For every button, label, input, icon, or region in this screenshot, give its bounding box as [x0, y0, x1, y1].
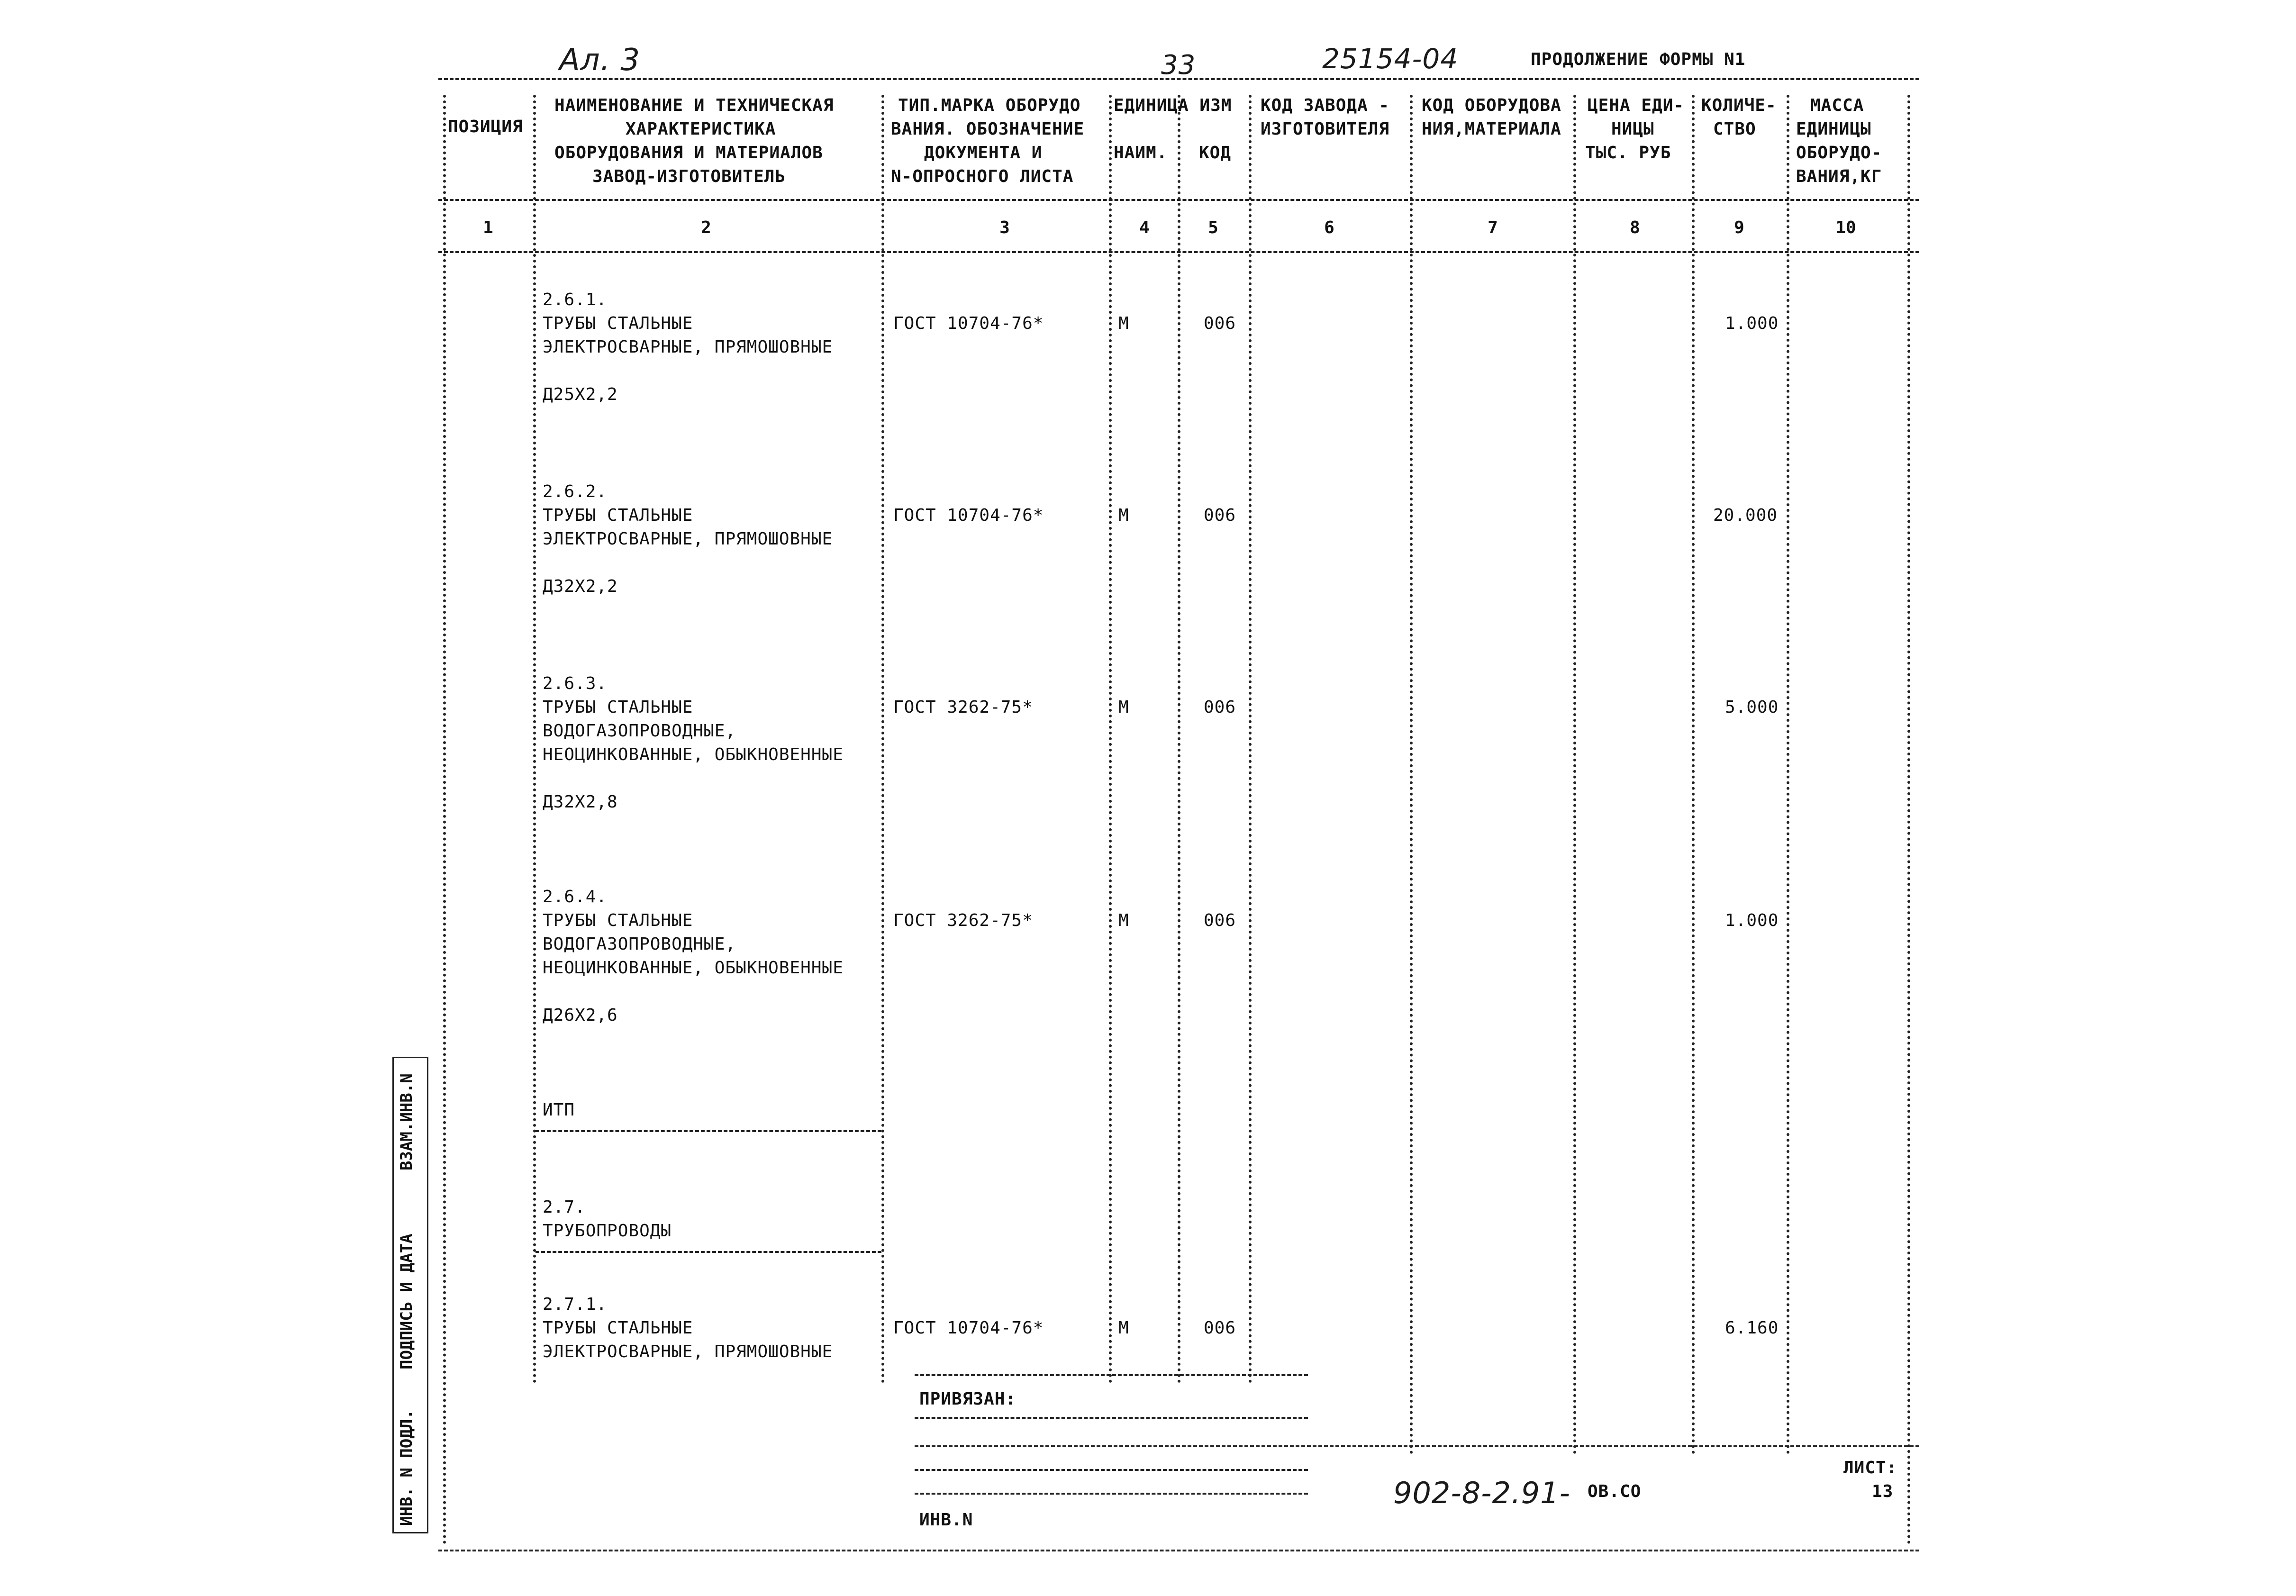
stamp-rule-4 [915, 1469, 1308, 1471]
hdr-col9-l2: СТВО [1713, 119, 1756, 139]
col-sep-7 [1573, 95, 1576, 1455]
row-2-6-2-name-2: ЭЛЕКТРОСВАРНЫЕ, ПРЯМОШОВНЫЕ [543, 529, 833, 549]
row-2-6-4-doc: ГОСТ 3262-75* [893, 911, 1033, 930]
row-2-6-3-doc: ГОСТ 3262-75* [893, 698, 1033, 717]
col-sep-2 [881, 95, 884, 1384]
row-2-6-4-code: 006 [1204, 911, 1236, 930]
row-2-6-2-size: Д32Х2,2 [543, 577, 618, 596]
col-sep-1 [533, 95, 536, 1384]
row-2-7-1-pos: 2.7.1. [543, 1295, 608, 1314]
section-itp: ИТП [543, 1100, 575, 1120]
form-title: ПРОДОЛЖЕНИЕ ФОРМЫ N1 [1531, 50, 1746, 69]
row-2-7-1-name-1: ТРУБЫ СТАЛЬНЫЕ [543, 1318, 693, 1338]
stamp-rule-3 [915, 1445, 1919, 1447]
col-number-1: 1 [483, 218, 493, 237]
stamp-sheet-label: ЛИСТ: [1843, 1458, 1897, 1478]
col-number-7: 7 [1488, 218, 1498, 237]
hdr-col3-l2: ВАНИЯ. ОБОЗНАЧЕНИЕ [891, 119, 1085, 139]
row-2-6-3-name-2: ВОДОГАЗОПРОВОДНЫЕ, [543, 721, 736, 741]
row-2-6-1-name-1: ТРУБЫ СТАЛЬНЫЕ [543, 314, 693, 333]
row-2-6-1-code: 006 [1204, 314, 1236, 333]
row-2-6-1-pos: 2.6.1. [543, 290, 608, 309]
row-2-6-2-qty: 20.000 [1713, 506, 1778, 525]
section-2-7-name: ТРУБОПРОВОДЫ [543, 1221, 672, 1241]
hdr-col45-l1: ЕДИНИЦА ИЗМ [1114, 96, 1232, 115]
hdr-col9-l1: КОЛИЧЕ- [1701, 96, 1777, 115]
col-number-3: 3 [999, 218, 1010, 237]
stamp-suffix: ОВ.СО [1588, 1482, 1642, 1501]
hdr-col10-l1: МАССА [1810, 96, 1864, 115]
row-2-6-3-name-3: НЕОЦИНКОВАННЫЕ, ОБЫКНОВЕННЫЕ [543, 745, 844, 764]
row-2-6-4-qty: 1.000 [1725, 911, 1779, 930]
col-number-5: 5 [1208, 218, 1218, 237]
col-sep-5 [1249, 95, 1252, 1384]
row-2-6-1-doc: ГОСТ 10704-76* [893, 314, 1044, 333]
row-2-7-1-code: 006 [1204, 1318, 1236, 1338]
side-podpis-data: ПОДПИСЬ И ДАТА [397, 1233, 416, 1369]
stamp-privyazan: ПРИВЯЗАН: [919, 1389, 1016, 1409]
hdr-col3-l3: ДОКУМЕНТА И [924, 143, 1043, 163]
col-number-10: 10 [1835, 218, 1856, 237]
row-2-6-2-name-1: ТРУБЫ СТАЛЬНЫЕ [543, 506, 693, 525]
hdr-col1: ПОЗИЦИЯ [448, 117, 523, 136]
section-2-7-pos: 2.7. [543, 1197, 586, 1217]
row-2-6-3-unit: М [1118, 698, 1129, 717]
col-sep-4 [1178, 95, 1180, 1384]
stamp-rule-2 [915, 1417, 1308, 1419]
row-2-7-1-qty: 6.160 [1725, 1318, 1779, 1338]
hdr-col3-l1: ТИП.МАРКА ОБОРУДО [898, 96, 1081, 115]
stamp-inv: ИНВ.N [919, 1510, 973, 1530]
row-2-6-2-pos: 2.6.2. [543, 482, 608, 501]
row-2-6-4-unit: М [1118, 911, 1129, 930]
hdr-col4: НАИМ. [1114, 143, 1168, 163]
row-2-6-1-size: Д25Х2,2 [543, 385, 618, 404]
col-number-9: 9 [1734, 218, 1744, 237]
hdr-col6-l1: КОД ЗАВОДА - [1261, 96, 1390, 115]
stamp-drawing-code: 902-8-2.91- [1393, 1476, 1570, 1510]
row-2-6-2-code: 006 [1204, 506, 1236, 525]
section-itp-rule [535, 1130, 881, 1132]
row-2-6-3-code: 006 [1204, 698, 1236, 717]
hdr-col2-l4: ЗАВОД-ИЗГОТОВИТЕЛЬ [592, 167, 786, 186]
hdr-col8-l3: ТЫС. РУБ [1585, 143, 1671, 163]
col-number-6: 6 [1324, 218, 1334, 237]
hdr-col10-l4: ВАНИЯ,КГ [1796, 167, 1882, 186]
row-2-6-2-unit: М [1118, 506, 1129, 525]
hdr-col7-l1: КОД ОБОРУДОВА [1422, 96, 1561, 115]
col-number-4: 4 [1139, 218, 1150, 237]
row-2-6-4-name-3: НЕОЦИНКОВАННЫЕ, ОБЫКНОВЕННЫЕ [543, 958, 844, 978]
col-sep-8 [1692, 95, 1695, 1455]
hdr-col2-l1: НАИМЕНОВАНИЕ И ТЕХНИЧЕСКАЯ [554, 96, 834, 115]
hdr-col2-l2: ХАРАКТЕРИСТИКА [626, 119, 776, 139]
col-sep-0 [443, 95, 446, 1545]
row-2-6-3-name-1: ТРУБЫ СТАЛЬНЫЕ [543, 698, 693, 717]
col-number-8: 8 [1630, 218, 1640, 237]
row-2-7-1-doc: ГОСТ 10704-76* [893, 1318, 1044, 1338]
stamp-rule-1 [915, 1374, 1308, 1376]
row-2-7-1-unit: М [1118, 1318, 1129, 1338]
row-2-6-3-qty: 5.000 [1725, 698, 1779, 717]
stamp-rule-5 [915, 1493, 1308, 1495]
row-2-6-2-doc: ГОСТ 10704-76* [893, 506, 1044, 525]
project-code: 25154-04 [1322, 43, 1459, 75]
row-2-6-3-pos: 2.6.3. [543, 674, 608, 693]
row-2-6-1-unit: М [1118, 314, 1129, 333]
page-number: 33 [1161, 50, 1196, 81]
hdr-col3-l4: N-ОПРОСНОГО ЛИСТА [891, 167, 1074, 186]
row-2-6-3-size: Д32Х2,8 [543, 792, 618, 812]
stamp-sheet-number: 13 [1872, 1482, 1894, 1501]
hdr-col6-l2: ИЗГОТОВИТЕЛЯ [1261, 119, 1390, 139]
hdr-col10-l3: ОБОРУДО- [1796, 143, 1882, 163]
row-2-6-4-size: Д26Х2,6 [543, 1006, 618, 1025]
hdr-col5: КОД [1199, 143, 1232, 163]
col-sep-10 [1907, 95, 1910, 1545]
row-2-6-4-name-1: ТРУБЫ СТАЛЬНЫЕ [543, 911, 693, 930]
row-2-6-4-pos: 2.6.4. [543, 887, 608, 907]
hdr-col7-l2: НИЯ,МАТЕРИАЛА [1422, 119, 1561, 139]
hdr-col8-l1: ЦЕНА ЕДИ- [1588, 96, 1685, 115]
col-sep-3 [1109, 95, 1112, 1384]
hdr-col10-l2: ЕДИНИЦЫ [1796, 119, 1871, 139]
hdr-col2-l3: ОБОРУДОВАНИЯ И МАТЕРИАЛОВ [554, 143, 823, 163]
section-2-7-rule [535, 1251, 881, 1253]
rule-bottom [438, 1550, 1919, 1551]
row-2-7-1-name-2: ЭЛЕКТРОСВАРНЫЕ, ПРЯМОШОВНЫЕ [543, 1342, 833, 1361]
sheet-tag: Ал. 3 [559, 43, 641, 78]
col-sep-9 [1787, 95, 1789, 1455]
rule-top [438, 78, 1919, 80]
row-2-6-1-name-2: ЭЛЕКТРОСВАРНЫЕ, ПРЯМОШОВНЫЕ [543, 337, 833, 357]
row-2-6-1-qty: 1.000 [1725, 314, 1779, 333]
col-number-2: 2 [701, 218, 711, 237]
side-inv-podl: ИНВ. N ПОДЛ. [397, 1409, 416, 1526]
row-2-6-4-name-2: ВОДОГАЗОПРОВОДНЫЕ, [543, 934, 736, 954]
side-vzam-inv: ВЗАМ.ИНВ.N [397, 1073, 416, 1170]
col-sep-6 [1410, 95, 1413, 1455]
hdr-col8-l2: НИЦЫ [1611, 119, 1654, 139]
